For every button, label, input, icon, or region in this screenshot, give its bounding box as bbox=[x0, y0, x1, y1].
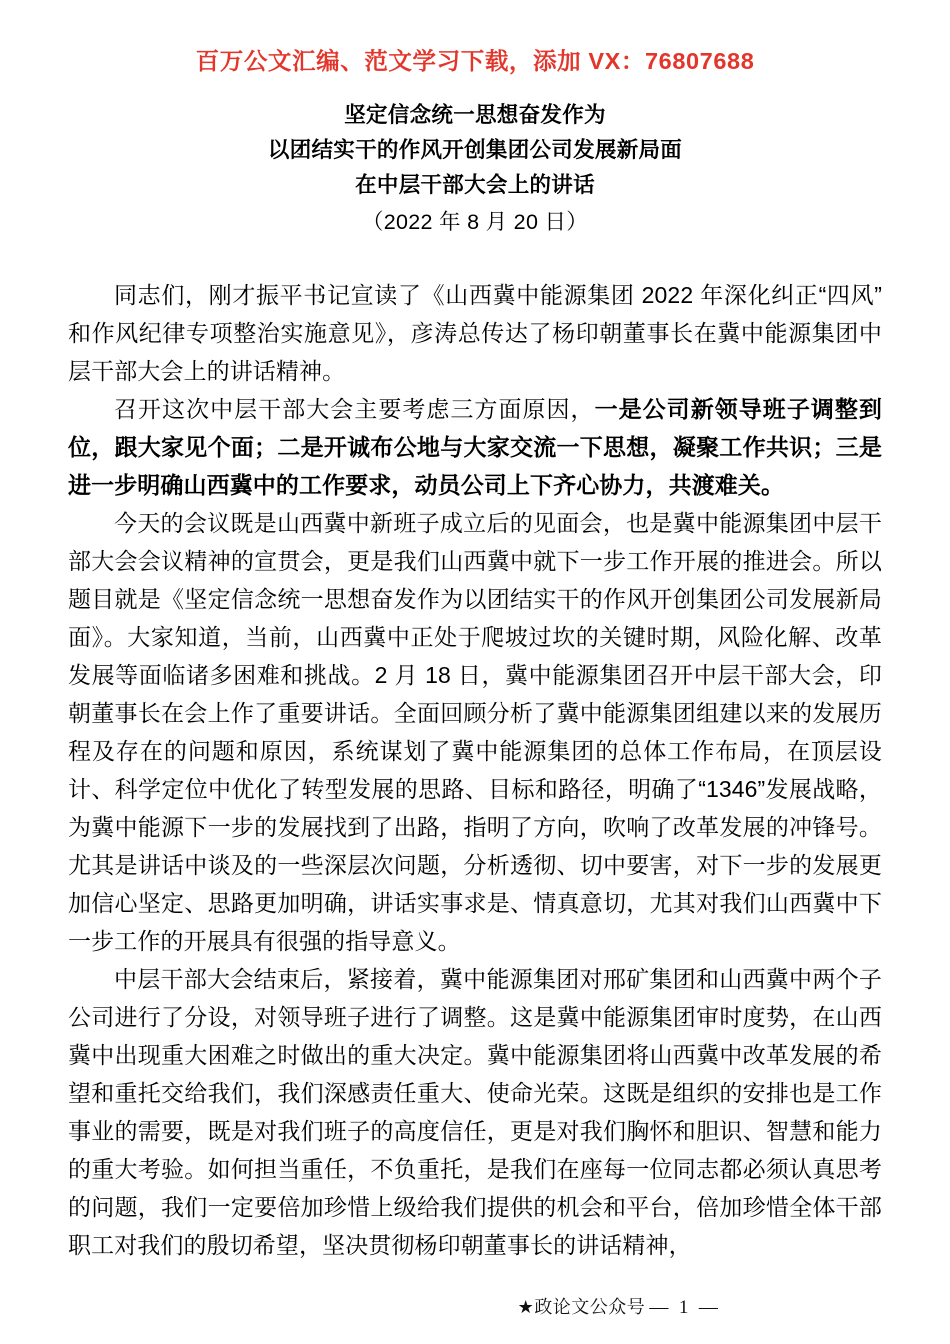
body-paragraph bbox=[68, 504, 882, 960]
title-line-1: 坚定信念统一思想奋发作为 bbox=[344, 103, 606, 127]
star-icon: ★ bbox=[517, 1297, 535, 1317]
footer-inner bbox=[518, 1293, 723, 1319]
text-run: 今天的会议既是山西冀中新班子成立后的见面会，也是冀中能源集团中层干部大会会议精神的宣贯会，更是我们山西冀中就下一步工作开展的推进会。所以题目就是《坚定信念统一思想奋发作为以团结实干的作风开创集团公司发展新局面》。大家知道，当前，山西冀中正处于爬坡过坎的关键时期，风险化解、改革发展等面临诸多困难和挑战。2 月 18 日，冀中能源集团召开中层干部大会，印朝董事长在会上作了重要讲话。全面回顾分析了冀中能源集团组建以来的发展历程及存在的问题和原因，系统谋划了冀中能源集团的总体工作布局，在顶层设计、科学定位中优化了转型发展的思路、目标和路径，明确了“1346”发展战略，为冀中能源下一步的发展找到了出路，指明了方向，吹响了改革发展的冲锋号。尤其是讲话中谈及的一些深层次问题，分析透彻、切中要害，对下一步的发展更加信心坚定、思路更加明确，讲话实事求是、情真意切，尤其对我们山西冀中下一步工作的开展具有很强的指导意义。 bbox=[68, 510, 882, 954]
footer-dash-right: — bbox=[698, 1297, 719, 1318]
page-number: 1 bbox=[678, 1297, 689, 1318]
footer-brand-label: 政论文公众号 bbox=[534, 1297, 646, 1317]
text-run: 同志们，刚才振平书记宣读了《山西冀中能源集团 2022 年深化纠正“四风”和作风纪律专项整治实施意见》，彦涛总传达了杨印朝董事长在冀中能源集团中层干部大会上的讲话精神。 bbox=[68, 282, 882, 384]
text-run: 召开这次中层干部大会主要考虑三方面原因， bbox=[114, 396, 595, 422]
text-run-bold: 一是公司新领导班子调整到位，跟大家见个面；二是开诚布公地与大家交流一下思想，凝聚工作共识；三是进一步明确山西冀中的工作要求，动员公司上下齐心协力，共渡难关。 bbox=[68, 396, 883, 498]
body-paragraph bbox=[68, 960, 882, 1264]
body-paragraph bbox=[68, 390, 882, 504]
title-line-2: 以团结实干的作风开创集团公司发展新局面 bbox=[267, 138, 683, 162]
page-footer bbox=[0, 1293, 950, 1319]
footer-dash-left: — bbox=[649, 1297, 669, 1318]
title-date: （2022 年 8 月 20 日） bbox=[361, 210, 589, 234]
body-paragraph bbox=[68, 276, 882, 390]
document-title-block bbox=[68, 98, 882, 240]
document-body bbox=[68, 276, 882, 1264]
promo-banner-text: 百万公文汇编、范文学习下载，添加 VX：76807688 bbox=[195, 48, 755, 74]
title-line-3: 在中层干部大会上的讲话 bbox=[355, 173, 595, 197]
text-run: 中层干部大会结束后，紧接着，冀中能源集团对邢矿集团和山西冀中两个子公司进行了分设，对领导班子进行了调整。这是冀中能源集团审时度势，在山西冀中出现重大困难之时做出的重大决定。冀中能源集团将山西冀中改革发展的希望和重托交给我们，我们深感责任重大、使命光荣。这既是组织的安排也是工作事业的需要，既是对我们班子的高度信任，更是对我们胸怀和胆识、智慧和能力的重大考验。如何担当重任，不负重托，是我们在座每一位同志都必须认真思考的问题，我们一定要倍加珍惜上级给我们提供的机会和平台，倍加珍惜全体干部职工对我们的殷切希望，坚决贯彻杨印朝董事长的讲话精神， bbox=[68, 966, 882, 1258]
promo-banner bbox=[0, 42, 950, 76]
